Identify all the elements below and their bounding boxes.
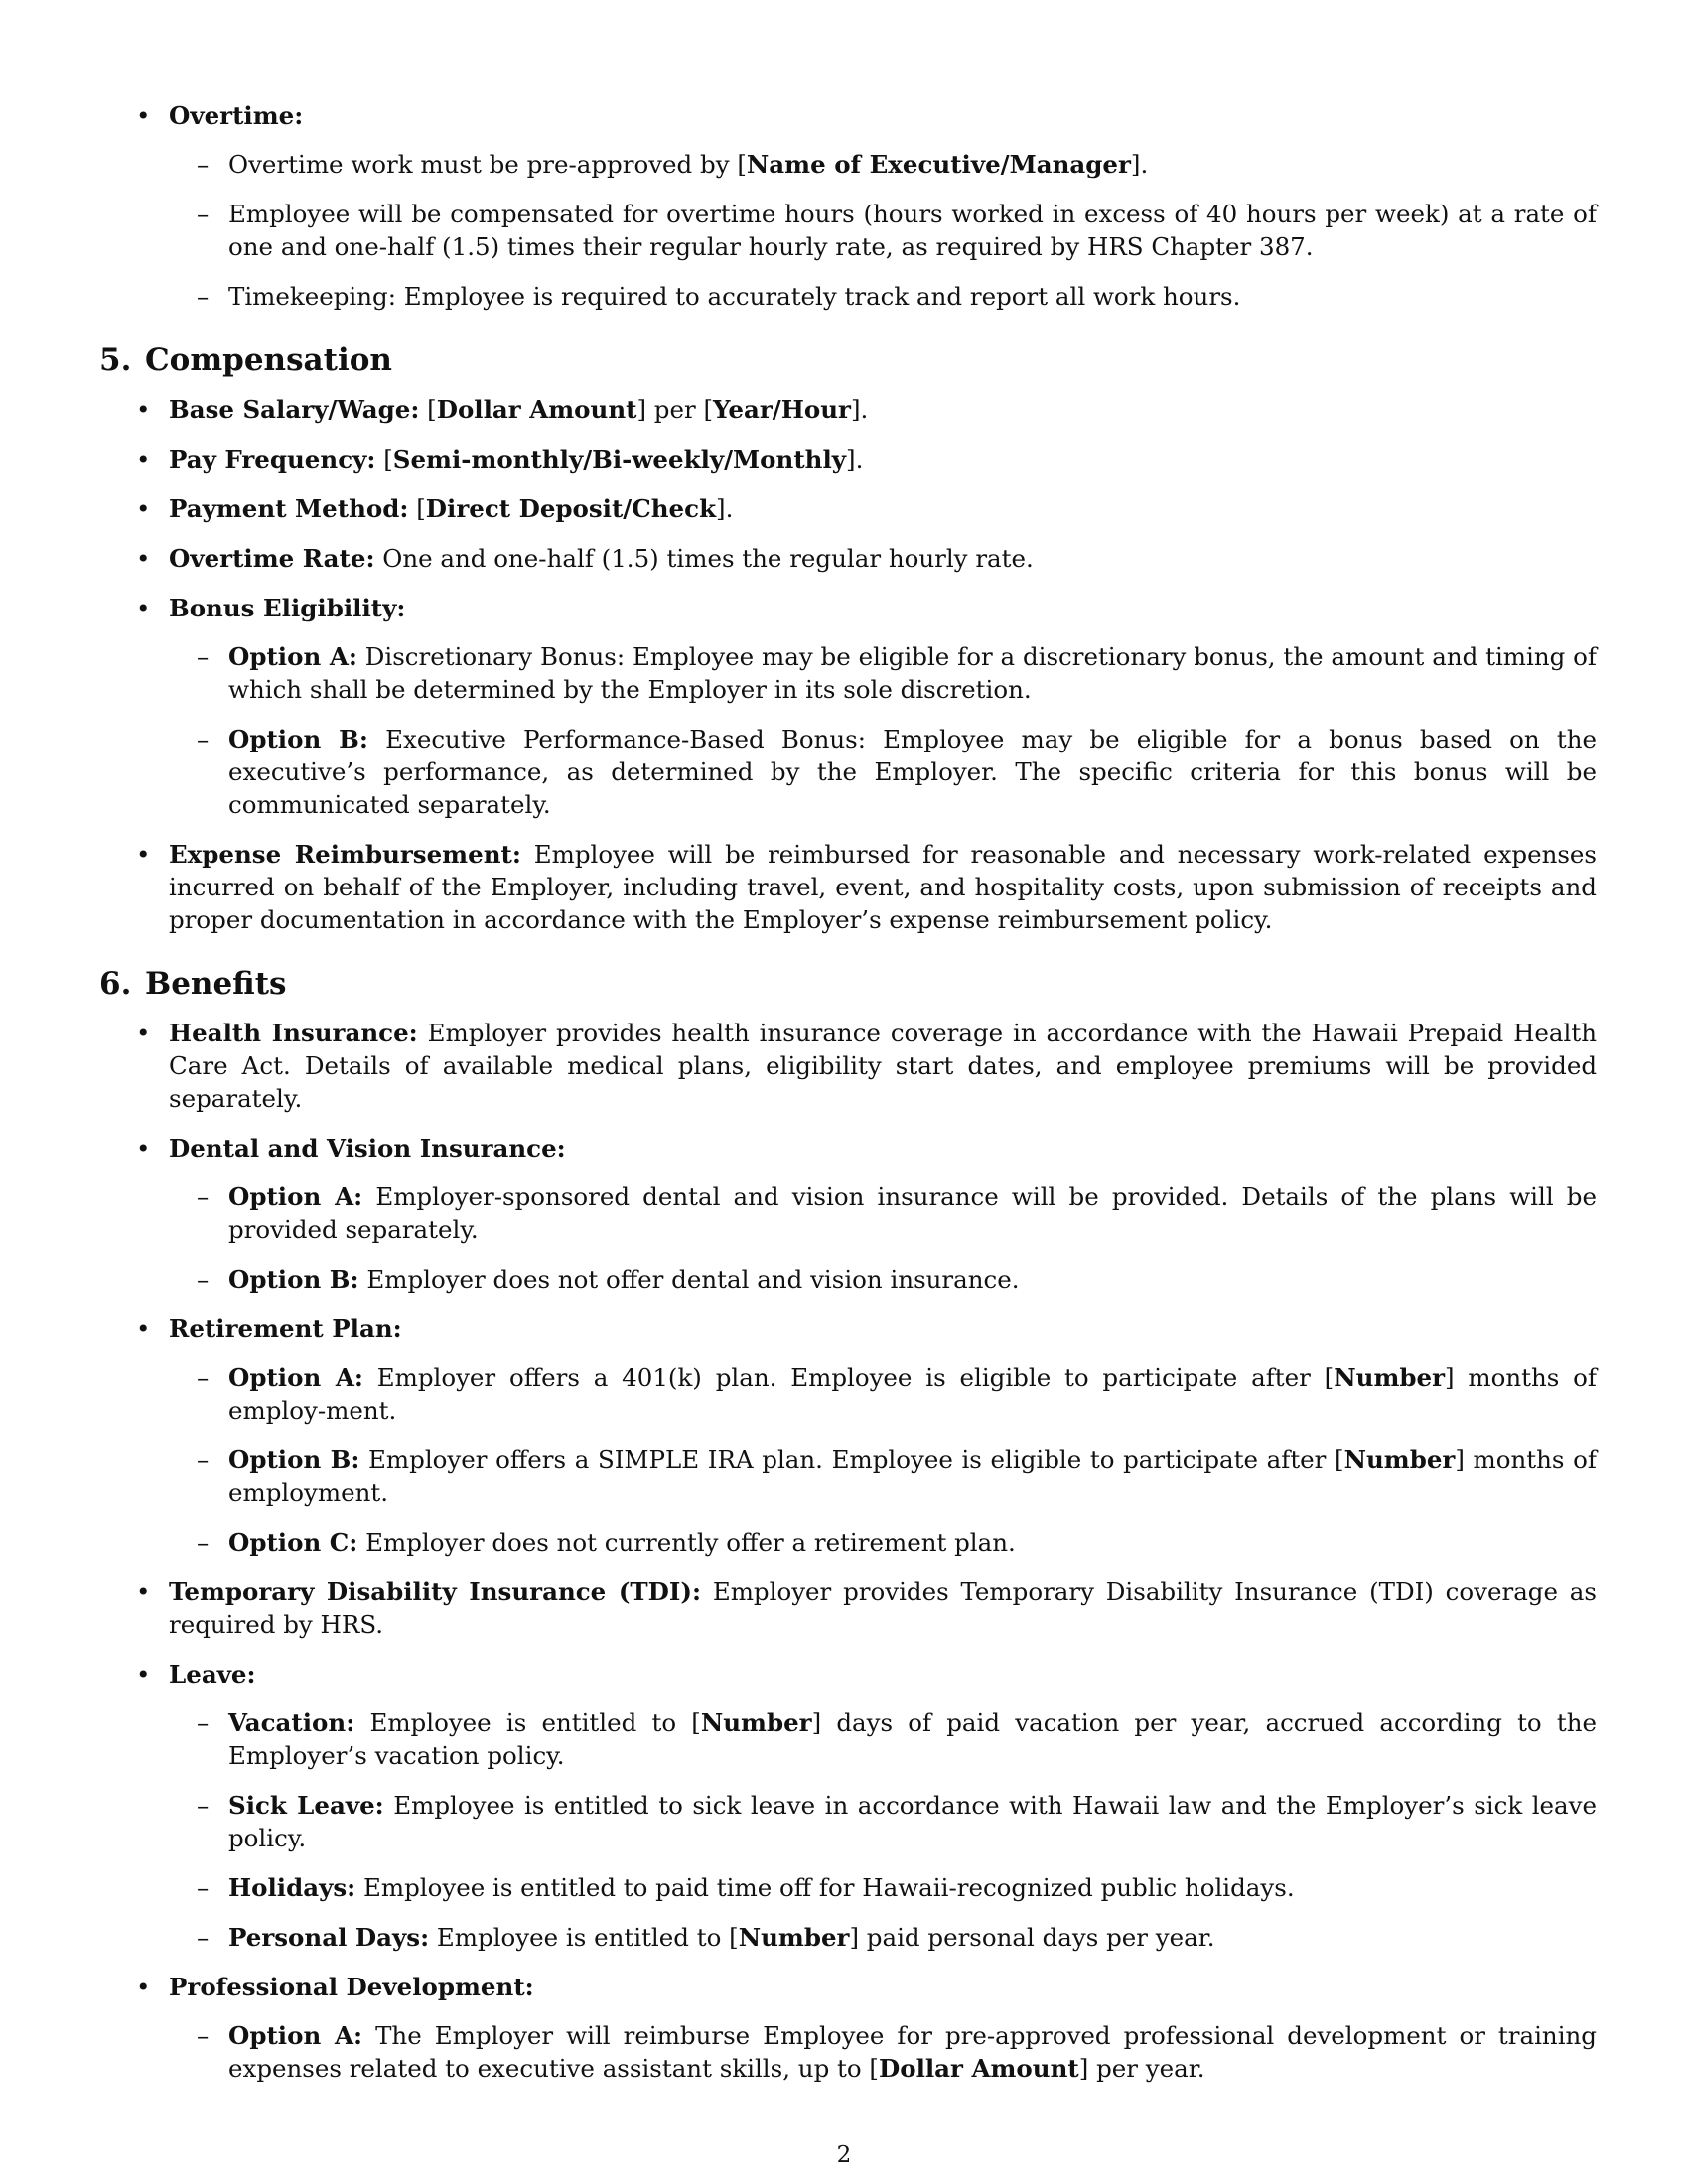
bonus-options bbox=[169, 640, 1597, 821]
list-item: • Leave: – Vacation: Employee is entitled to [Number] days of paid vacation per year, accrued according to the Employer’s vacation policy. – Sick Leave: Employee is entitled to sick leave in accordance with Hawaii law and the Employer’s sick leave policy. – Holidays: Employee is entitled to paid time off for Hawaii-recognized public holidays. – Personal Days: Employee is entitled to [Number] paid personal days per year. bbox=[136, 1660, 1597, 1952]
overtime-sublist bbox=[169, 148, 1597, 313]
page-number: 2 bbox=[836, 2142, 852, 2168]
list-item: • Health Insurance: Employer provides health insurance coverage in accordance with the Hawaii Prepaid Health Care Act. Details of available medical plans, eligibility start dates, and employee premiums will be provided separately. bbox=[136, 1019, 1597, 1113]
dash-icon: – bbox=[197, 1265, 210, 1294]
list-item: • Expense Reimbursement: Employee will be reimbursed for reasonable and necessary work-related expenses incurred on behalf of the Employer, including travel, event, and hospitality costs, upon submission of receipts and proper documentation in accordance with the Employer’s expense reimbursement policy. bbox=[136, 840, 1597, 934]
list-item: • Payment Method: [Direct Deposit/Check]. bbox=[136, 494, 734, 523]
dash-icon: – bbox=[197, 1182, 210, 1211]
list-item: • Bonus Eligibility: – Option A: Discretionary Bonus: Employee may be eligible for a discretionary bonus, the amount and timing of which shall be determined by the Employer in its sole discretion. – Option B: Executive Performance-Based Bonus: Employee may be eligible for a bonus based on the executive’s performance, as determined by the Employer. The specific criteria for this bonus will be communicated separately. bbox=[136, 594, 1598, 819]
section-number: 6. bbox=[99, 966, 132, 1002]
section-title: Compensation bbox=[145, 342, 392, 378]
dash-icon: – bbox=[197, 1873, 210, 1902]
placeholder-field: Semi-monthly/Bi-weekly/Monthly bbox=[392, 445, 847, 474]
bullet-icon: • bbox=[136, 1314, 151, 1343]
list-item: – Vacation: Employee is entitled to [Number] days of paid vacation per year, accrued according to the Employer’s vacation policy. bbox=[197, 1708, 1597, 1770]
bullet-icon: • bbox=[136, 840, 151, 869]
page-content bbox=[99, 99, 1597, 2102]
bullet-icon: • bbox=[136, 395, 151, 424]
list-item: – Holidays: Employee is entitled to paid time off for Hawaii-recognized public holidays. bbox=[197, 1873, 1295, 1902]
placeholder-field: Dollar Amount bbox=[436, 395, 637, 424]
placeholder-field: Name of Executive/Manager bbox=[746, 150, 1131, 179]
placeholder-field: Number bbox=[1334, 1363, 1445, 1392]
dash-icon: – bbox=[197, 282, 210, 311]
bullet-icon: • bbox=[136, 1577, 151, 1606]
bullet-icon: • bbox=[136, 101, 151, 130]
section-number: 5. bbox=[99, 342, 132, 378]
benefits-list bbox=[99, 1017, 1597, 2085]
list-item: – Option A: Employer-sponsored dental and vision insurance will be provided. Details of the plans will be provided separately. bbox=[197, 1182, 1597, 1244]
dash-icon: – bbox=[197, 642, 210, 671]
list-item: • Professional Development: – Option A: The Employer will reimburse Employee for pre-approved professional development or training expenses related to executive assistant skills, up to [Dollar Amount] per year. bbox=[136, 1973, 1597, 2083]
list-item: – Option A: The Employer will reimburse Employee for pre-approved professional development or training expenses related to executive assistant skills, up to [Dollar Amount] per year. bbox=[197, 2021, 1597, 2083]
overtime-list bbox=[99, 99, 1597, 313]
bullet-icon: • bbox=[136, 494, 151, 523]
leave-options bbox=[169, 1706, 1597, 1954]
list-item: – Timekeeping: Employee is required to accurately track and report all work hours. bbox=[197, 282, 1241, 311]
list-item: – Option B: Executive Performance-Based Bonus: Employee may be eligible for a bonus based on the executive’s performance, as determined by the Employer. The specific criteria for this bonus will be communicated separately. bbox=[197, 725, 1597, 819]
bullet-icon: • bbox=[136, 594, 151, 622]
section-title: Benefits bbox=[145, 966, 287, 1002]
overtime-item bbox=[99, 99, 1597, 313]
bullet-icon: • bbox=[136, 1019, 151, 1047]
bullet-icon: • bbox=[136, 544, 151, 573]
list-item: • Retirement Plan: – Option A: Employer offers a 401(k) plan. Employee is eligible to participate after [Number] months of employ-ment. – Option B: Employer offers a SIMPLE IRA plan. Employee is eligible to participate after [Number] months of employment. – Option C: Employer does not currently offer a retirement plan. bbox=[136, 1314, 1597, 1557]
bullet-icon: • bbox=[136, 445, 151, 474]
bullet-icon: • bbox=[136, 1660, 151, 1689]
dash-icon: – bbox=[197, 1791, 210, 1820]
section-heading-benefits bbox=[99, 964, 1597, 1004]
list-item: – Sick Leave: Employee is entitled to sick leave in accordance with Hawaii law and the Employer’s sick leave policy. bbox=[197, 1791, 1597, 1852]
placeholder-field: Number bbox=[1343, 1445, 1456, 1474]
list-item: – Option B: Employer offers a SIMPLE IRA plan. Employee is eligible to participate after [Number] months of employment. bbox=[197, 1445, 1597, 1507]
retirement-options bbox=[169, 1361, 1597, 1559]
placeholder-field: Year/Hour bbox=[713, 395, 851, 424]
list-item: – Option C: Employer does not currently offer a retirement plan. bbox=[197, 1528, 1016, 1557]
list-item: – Option A: Discretionary Bonus: Employee may be eligible for a discretionary bonus, the amount and timing of which shall be determined by the Employer in its sole discretion. bbox=[197, 642, 1598, 704]
dash-icon: – bbox=[197, 1445, 210, 1474]
section-heading-compensation bbox=[99, 341, 1597, 380]
overtime-label: Overtime: bbox=[169, 101, 304, 130]
placeholder-field: Direct Deposit/Check bbox=[425, 494, 717, 523]
dash-icon: – bbox=[197, 1708, 210, 1737]
dental-options bbox=[169, 1180, 1597, 1296]
list-item: – Option A: Employer offers a 401(k) plan. Employee is eligible to participate after [Number] months of employ-ment. bbox=[197, 1363, 1597, 1425]
placeholder-field: Dollar Amount bbox=[878, 2054, 1079, 2083]
list-item: • Base Salary/Wage: [Dollar Amount] per [Year/Hour]. bbox=[136, 395, 869, 424]
professional-options bbox=[169, 2019, 1597, 2085]
list-item: – Option B: Employer does not offer dental and vision insurance. bbox=[197, 1265, 1020, 1294]
dash-icon: – bbox=[197, 1528, 210, 1557]
list-item: • Overtime Rate: One and one-half (1.5) times the regular hourly rate. bbox=[136, 544, 1034, 573]
placeholder-field: Number bbox=[738, 1923, 850, 1952]
dash-icon: – bbox=[197, 150, 210, 179]
list-item: • Dental and Vision Insurance: – Option A: Employer-sponsored dental and vision insurance will be provided. Details of the plans will be provided separately. – Option B: Employer does not offer dental and vision insurance. bbox=[136, 1134, 1597, 1294]
bullet-icon: • bbox=[136, 1134, 151, 1162]
dash-icon: – bbox=[197, 1363, 210, 1392]
list-item: – Personal Days: Employee is entitled to [Number] paid personal days per year. bbox=[197, 1923, 1215, 1952]
compensation-list bbox=[99, 393, 1597, 936]
dash-icon: – bbox=[197, 725, 210, 753]
placeholder-field: Number bbox=[700, 1708, 812, 1737]
list-item: • Pay Frequency: [Semi-monthly/Bi-weekly/Monthly]. bbox=[136, 445, 864, 474]
bullet-icon: • bbox=[136, 1973, 151, 2001]
dash-icon: – bbox=[197, 1923, 210, 1952]
dash-icon: – bbox=[197, 2021, 210, 2050]
list-item: – Overtime work must be pre-approved by [Name of Executive/Manager]. bbox=[197, 150, 1149, 179]
list-item: • Temporary Disability Insurance (TDI): Employer provides Temporary Disability Insurance (TDI) coverage as required by HRS. bbox=[136, 1577, 1597, 1639]
list-item: – Employee will be compensated for overtime hours (hours worked in excess of 40 hours per week) at a rate of one and one-half (1.5) times their regular hourly rate, as required by HRS Chapter 387. bbox=[197, 200, 1597, 261]
dash-icon: – bbox=[197, 200, 210, 228]
